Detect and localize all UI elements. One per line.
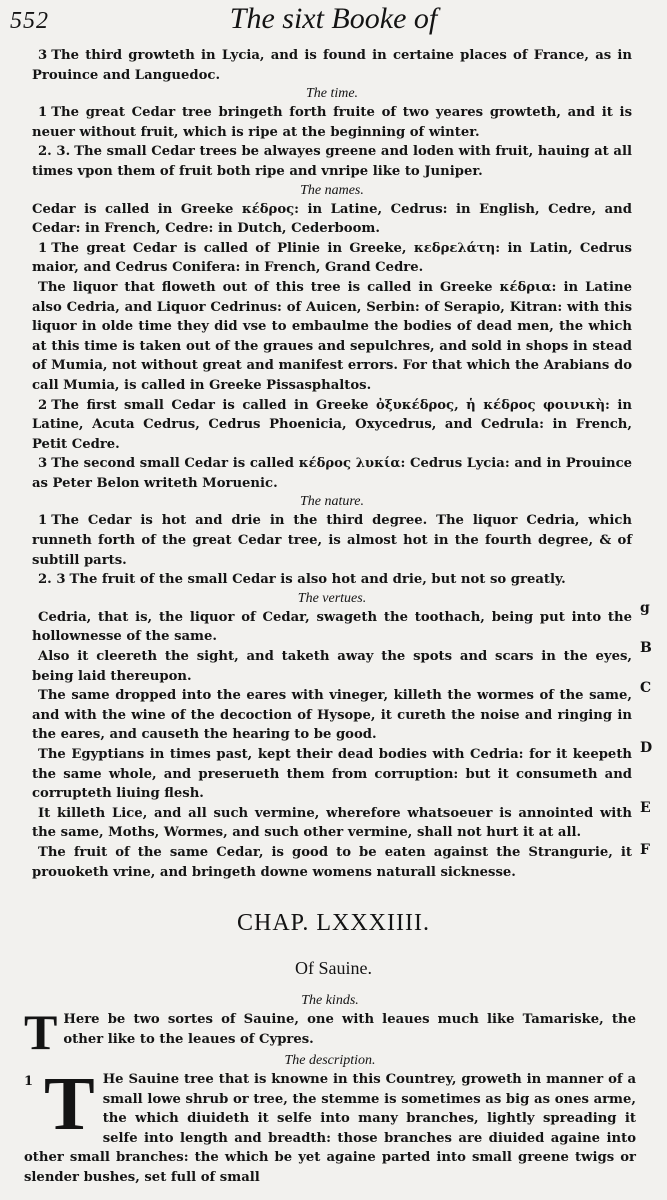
margin-letter-d: D <box>640 740 653 756</box>
sauine-section <box>24 992 636 1188</box>
paragraph-names-2: 2 The first small Cedar is called in Greeke ὀξυκέδρος, ἡ κέδρος φοινικὴ: in Latine, Acuta Cedrus, Cedrus Phoenicia, Oxycedrus, and Cedrula: in French, Petit Cedre. <box>32 397 632 452</box>
paragraph-vertue-6: The fruit of the same Cedar, is good to be eaten against the Strangurie, it prouoketh vrine, and bringeth downe womens naturall sicknesse. <box>32 844 632 880</box>
heading-kinds: The kinds. <box>301 993 359 1008</box>
paragraph-time-23: 2. 3. The small Cedar trees be alwayes greene and loden with fruit, hauing at all times vpon them of fruit both ripe and vnripe like to Juniper. <box>32 144 632 179</box>
paragraph-vertue-5: It killeth Lice, and all such vermine, wherefore whatsoeuer is annointed with the same, Moths, Wormes, and such other vermine, shall not hurt it at all. <box>32 805 632 841</box>
paragraph-names-0: Cedar is called in Greeke κέδρος: in Latine, Cedrus: in English, Cedre, and Cedar: in French, Cedre: in Dutch, Cederboom. <box>32 201 632 237</box>
paragraph-vertue-2: Also it cleereth the sight, and taketh away the spots and scars in the eyes, being laid thereupon. <box>32 649 632 684</box>
heading-names: The names. <box>300 182 364 198</box>
paragraph-description: T He Sauine tree that is knowne in this Countrey, groweth in manner of a small lowe shrub or tree, the stemme is sometimes as big as ones arme, the which diuideth it selfe into many branches, lightly spreading it selfe into length and breadth: those branches are diuided againe into other small branches: the which be yet againe parted into small greene twigs or slender bushes, set full of small <box>24 1062 636 1185</box>
dropcap-description: T <box>44 1062 95 1146</box>
paragraph-names-1: 1 The great Cedar is called of Plinie in Greeke, κεδρελάτη: in Latin, Cedrus maior, and Cedrus Conifera: in French, Grand Cedre. <box>32 240 632 276</box>
page-number: 552 <box>10 8 49 34</box>
paragraph-vertue-4: The Egyptians in times past, kept their dead bodies with Cedria: for it keepeth the same whole, and preserueth them from corruption: but it consumeth and corrupteth liuing flesh. <box>32 747 632 802</box>
heading-vertues: The vertues. <box>297 590 367 606</box>
page-header <box>0 2 667 42</box>
description-number: 1 <box>24 1074 34 1089</box>
margin-letter-g: g <box>640 600 650 616</box>
paragraph-time-1: 1 The great Cedar tree bringeth forth fruite of two yeares growteth, and it is neuer without fruit, which is ripe at the beginning of winter. <box>32 105 632 140</box>
chapter-subject: Of Sauine. <box>295 958 372 978</box>
chapter-title: CHAP. LXXXIIII. <box>237 910 430 936</box>
margin-letter-f: F <box>640 842 650 858</box>
paragraph-names-3: 3 The second small Cedar is called κέδρος λυκία: Cedrus Lycia: and in Prouince as Peter Belon writeth Moruenic. <box>32 456 632 491</box>
description-block <box>24 1062 636 1188</box>
heading-nature: The nature. <box>299 494 365 510</box>
running-title: The sixt Booke of <box>229 2 438 35</box>
paragraph-names-liquor: The liquor that floweth out of this tree is called in Greeke κέδρια: in Latine also Cedria, and Liquor Cedrinus: of Auicen, Serbin: of Serapio, Kitran: with this liquor in olde time they did vse to embaulme the bodies of dead men, the which at this time is taken out of the graues and sepulchres, and sold in shops in stead of Mumia, not without great and manifest errors. For that which the Arabians do call Mumia, is called in Greeke Pissasphaltos. <box>32 279 632 393</box>
paragraph-nature-1: 1 The Cedar is hot and drie in the third degree. The liquor Cedria, which runneth forth of the great Cedar tree, is almost hot in the fourth degree, & of subtill parts. <box>32 513 632 568</box>
margin-letter-b: B <box>640 640 652 656</box>
margin-letter-c: C <box>640 680 652 696</box>
paragraph-vertue-1: Cedria, that is, the liquor of Cedar, swageth the toothach, being put into the hollownesse of the same. <box>32 609 632 645</box>
paragraph-nature-23: 2. 3 The fruit of the small Cedar is also hot and drie, but not so greatly. <box>38 572 566 588</box>
paragraph-vertue-3: The same dropped into the eares with vineger, killeth the wormes of the same, and with the wine of the decoction of Hysope, it cureth the noise and ringing in the eares, and causeth the hearing to be good. <box>32 688 632 743</box>
paragraph-kinds: T Here be two sortes of Sauine, one with leaues much like Tamariske, the other like to the leaues of Cypres. <box>24 1004 636 1060</box>
cedar-section <box>32 46 632 882</box>
heading-description: The description. <box>284 1053 376 1068</box>
dropcap-kinds: T <box>24 1004 58 1060</box>
heading-time: The time. <box>305 86 359 102</box>
paragraph-third-growth: 3 The third growteth in Lycia, and is found in certaine places of France, as in Prouince and Languedoc. <box>32 48 632 83</box>
margin-letter-e: E <box>640 800 651 816</box>
